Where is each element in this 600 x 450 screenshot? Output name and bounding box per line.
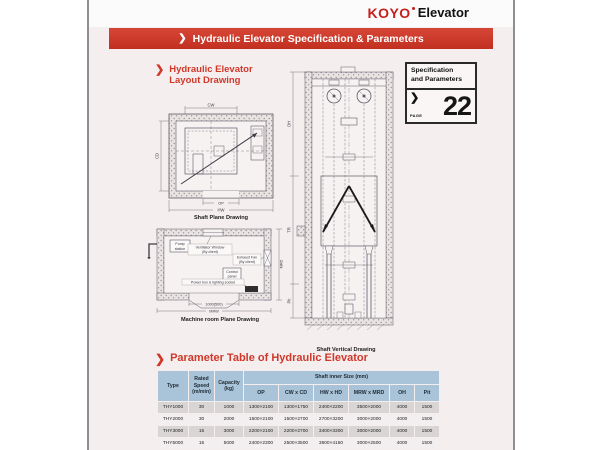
cell: 4000 <box>390 438 414 449</box>
chevron-icon: ❯ <box>178 33 187 44</box>
pump-label-1: Pump <box>175 242 185 247</box>
shaft-vertical-drawing <box>285 66 407 346</box>
cell: 2700×3200 <box>314 414 348 425</box>
cell: 1500 <box>415 426 439 437</box>
dim-op-label: OP <box>218 200 224 206</box>
cell: 4000 <box>390 402 414 413</box>
machine-room-caption: Machine room Plane Drawing <box>180 317 260 323</box>
cell: 2500×3500 <box>279 438 313 449</box>
svg-text:panel: panel <box>227 274 237 279</box>
table-row <box>158 438 439 449</box>
cell: 15 <box>189 438 214 449</box>
title-banner <box>109 28 493 49</box>
cell: 3600×4150 <box>314 438 348 449</box>
dim-oh-label: OH <box>286 120 292 128</box>
layout-title-lines <box>169 64 252 86</box>
pump-label-2: station <box>174 246 186 251</box>
page-number-badge <box>405 62 477 124</box>
cell: 2200×2100 <box>244 426 278 437</box>
badge-line1: Specification <box>411 67 454 74</box>
svg-text:(By client): (By client) <box>202 250 218 255</box>
cell: 15 <box>189 426 214 437</box>
cell: 2400×2300 <box>244 438 278 449</box>
brand-name: KOYO <box>367 5 411 21</box>
cell: THY3000 <box>158 426 188 437</box>
col-header-type: Type <box>158 371 188 401</box>
cell: 1000 <box>215 402 243 413</box>
shaft-plane-caption: Shaft Plane Drawing <box>193 215 249 221</box>
dim-cd-label: CD <box>154 152 160 160</box>
cell: 3500×2000 <box>349 402 389 413</box>
pump-station-box <box>170 240 190 252</box>
exhaust-fan-label <box>233 254 264 265</box>
svg-text:(By client): (By client) <box>239 260 255 265</box>
pipe-icon <box>148 244 157 259</box>
sub-header-pit: Pit <box>415 385 439 401</box>
chevron-icon: ❯ <box>410 91 420 104</box>
cell: 1500×2100 <box>244 414 278 425</box>
dim-hw-label: HW <box>217 207 225 213</box>
cell: 3000×2500 <box>349 438 389 449</box>
cell: 3000 <box>215 426 243 437</box>
cell: 3000×2000 <box>349 426 389 437</box>
cell: 1300×2100 <box>244 402 278 413</box>
exhaust-fan <box>264 250 271 266</box>
cell: 30 <box>189 402 214 413</box>
cell: 2200×2700 <box>279 426 313 437</box>
sub-header-cwcd: CW x CD <box>279 385 313 401</box>
cell: THY1000 <box>158 402 188 413</box>
dim-tr-label: TR <box>286 227 292 233</box>
sub-header-op: OP <box>244 385 278 401</box>
svg-text:Control: Control <box>226 270 238 274</box>
trademark-dot-icon <box>412 7 415 10</box>
machine-room-drawing <box>145 224 295 316</box>
param-section-title <box>155 352 368 366</box>
ground-hatch <box>307 325 383 330</box>
cell: 4000 <box>390 426 414 437</box>
cell: 1500 <box>415 414 439 425</box>
badge-text <box>407 64 475 90</box>
page-label: PAGE <box>410 112 423 118</box>
page-number: 22 <box>442 90 471 121</box>
header-bar <box>89 0 513 27</box>
sub-header-hwhd: HW x HD <box>314 385 348 401</box>
dim-cw-label: CW <box>207 102 215 108</box>
col-header-group: Shaft inner Size (mm) <box>244 371 439 384</box>
cell: 1500 <box>415 402 439 413</box>
cell: 2000 <box>215 414 243 425</box>
dim-mrw-label: MRW <box>209 309 219 314</box>
layout-title-line1: Hydraulic Elevator <box>169 64 253 75</box>
cell: 4000 <box>390 414 414 425</box>
brand-logo <box>367 5 469 21</box>
cell: 30 <box>189 414 214 425</box>
sub-header-oh: OH <box>390 385 414 401</box>
parameter-table <box>157 370 440 450</box>
table-row <box>158 414 439 425</box>
dim-opening-label: 1000(500) <box>205 302 223 307</box>
shaft-vertical-caption: Shaft Vertical Drawing <box>316 347 376 353</box>
table-row <box>158 402 439 413</box>
arrow-icon: ❯ <box>155 352 166 366</box>
vertical-dimensions <box>290 72 305 318</box>
svg-text:Exhaust Fan: Exhaust Fan <box>236 255 258 260</box>
badge-line2: and Parameters <box>411 75 463 83</box>
cell: 1500×2700 <box>279 414 313 425</box>
cell: THY2000 <box>158 414 188 425</box>
table-row <box>158 426 439 437</box>
cell: 5000 <box>215 438 243 449</box>
shaft-plane-drawing <box>153 102 289 214</box>
col-header-capacity: Capacity (kg) <box>215 371 243 401</box>
arrow-icon: ❯ <box>155 64 165 76</box>
layout-title-line2: Layout Drawing <box>169 75 241 87</box>
banner-title: Hydraulic Elevator Specification & Parameters <box>192 32 424 45</box>
svg-text:Ventilator Window: Ventilator Window <box>195 245 225 250</box>
cell: 1300×1750 <box>279 402 313 413</box>
col-header-speed: Rated Speed (m/min) <box>189 371 214 401</box>
cell: 2400×2200 <box>314 402 348 413</box>
cell: 3400×3300 <box>314 426 348 437</box>
dim-pit-label: Pit <box>286 298 292 304</box>
badge-page-row <box>407 90 475 122</box>
cell: 3000×2000 <box>349 414 389 425</box>
layout-section-title <box>155 64 253 86</box>
control-panel-box <box>223 268 241 280</box>
cell: 1500 <box>415 438 439 449</box>
svg-text:Power box & lighting socket: Power box & lighting socket <box>190 280 236 285</box>
cell: THY5000 <box>158 438 188 449</box>
param-title-text: Parameter Table of Hydraulic Elevator <box>170 352 368 364</box>
brand-suffix: Elevator <box>417 5 469 20</box>
catalog-page <box>87 0 515 450</box>
dim-mrd-label: MRD <box>279 259 284 269</box>
ventilator-label <box>188 244 232 255</box>
sub-header-mrwmrd: MRW x MRD <box>349 385 389 401</box>
